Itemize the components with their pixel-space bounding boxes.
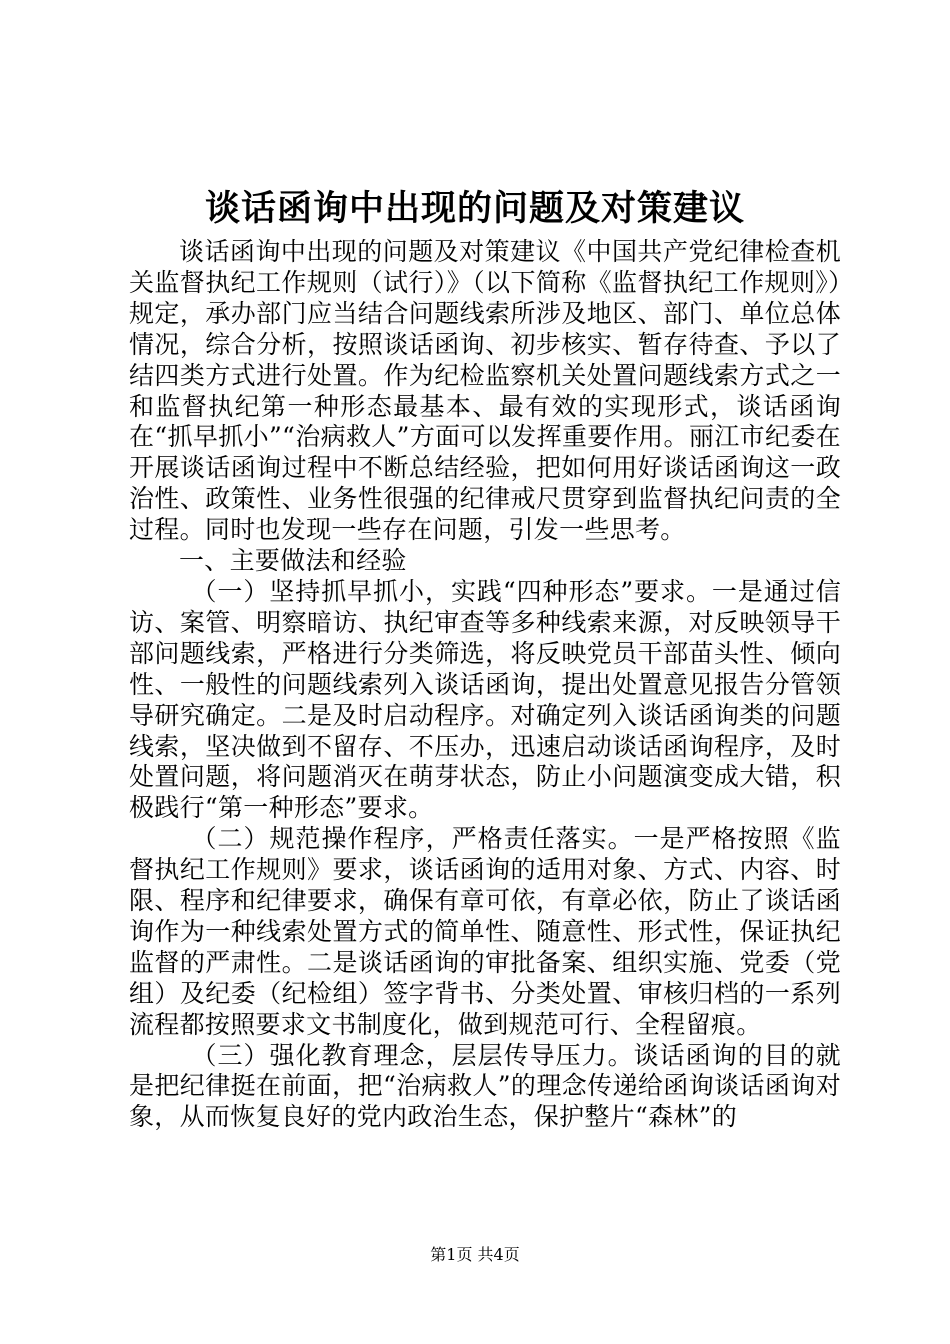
subsection-paragraph-3: （三）强化教育理念，层层传导压力。谈话函询的目的就是把纪律挺在前面，把“治病救人”的理念传递给函询谈话函询对象，从而恢复良好的党内政治生态，保护整片“森林”的 xyxy=(129,1040,841,1132)
subsection-paragraph-2: （二）规范操作程序，严格责任落实。一是严格按照《监督执纪工作规则》要求，谈话函询的适用对象、方式、内容、时限、程序和纪律要求，确保有章可依，有章必依，防止了谈话函询作为一种线索处置方式的简单性、随意性、形式性，保证执纪监督的严肃性。二是谈话函询的审批备案、组织实施、党委（党组）及纪委（纪检组）签字背书、分类处置、审核归档的一系列流程都按照要求文书制度化，做到规范可行、全程留痕。 xyxy=(129,824,841,1039)
document-title: 谈话函询中出现的问题及对策建议 xyxy=(204,188,745,229)
subsection-paragraph-1: （一）坚持抓早抓小，实践“四种形态”要求。一是通过信访、案管、明察暗访、执纪审查等多种线索来源，对反映领导干部问题线索，严格进行分类筛选，将反映党员干部苗头性、倾向性、一般性的问题线索列入谈话函询，提出处置意见报告分管领导研究确定。二是及时启动程序。对确定列入谈话函询类的问题线索，坚决做到不留存、不压办，迅速启动谈话函询程序，及时处置问题，将问题消灭在萌芽状态，防止小问题演变成大错，积极践行“第一种形态”要求。 xyxy=(129,576,841,823)
document-body xyxy=(129,237,841,1133)
intro-paragraph: 谈话函询中出现的问题及对策建议《中国共产党纪律检查机关监督执纪工作规则（试行）》（以下简称《监督执纪工作规则》）规定，承办部门应当结合问题线索所涉及地区、部门、单位总体情况，综合分析，按照谈话函询、初步核实、暂存待查、予以了结四类方式进行处置。作为纪检监察机关处置问题线索方式之一和监督执纪第一种形态最基本、最有效的实现形式，谈话函询在“抓早抓小”“治病救人”方面可以发挥重要作用。丽江市纪委在开展谈话函询过程中不断总结经验，把如何用好谈话函询这一政治性、政策性、业务性很强的纪律戒尺贯穿到监督执纪问责的全过程。同时也发现一些存在问题，引发一些思考。 xyxy=(129,237,841,545)
section-heading: 一、主要做法和经验 xyxy=(179,546,407,576)
page-footer: 第1页 共4页 xyxy=(430,1245,520,1264)
